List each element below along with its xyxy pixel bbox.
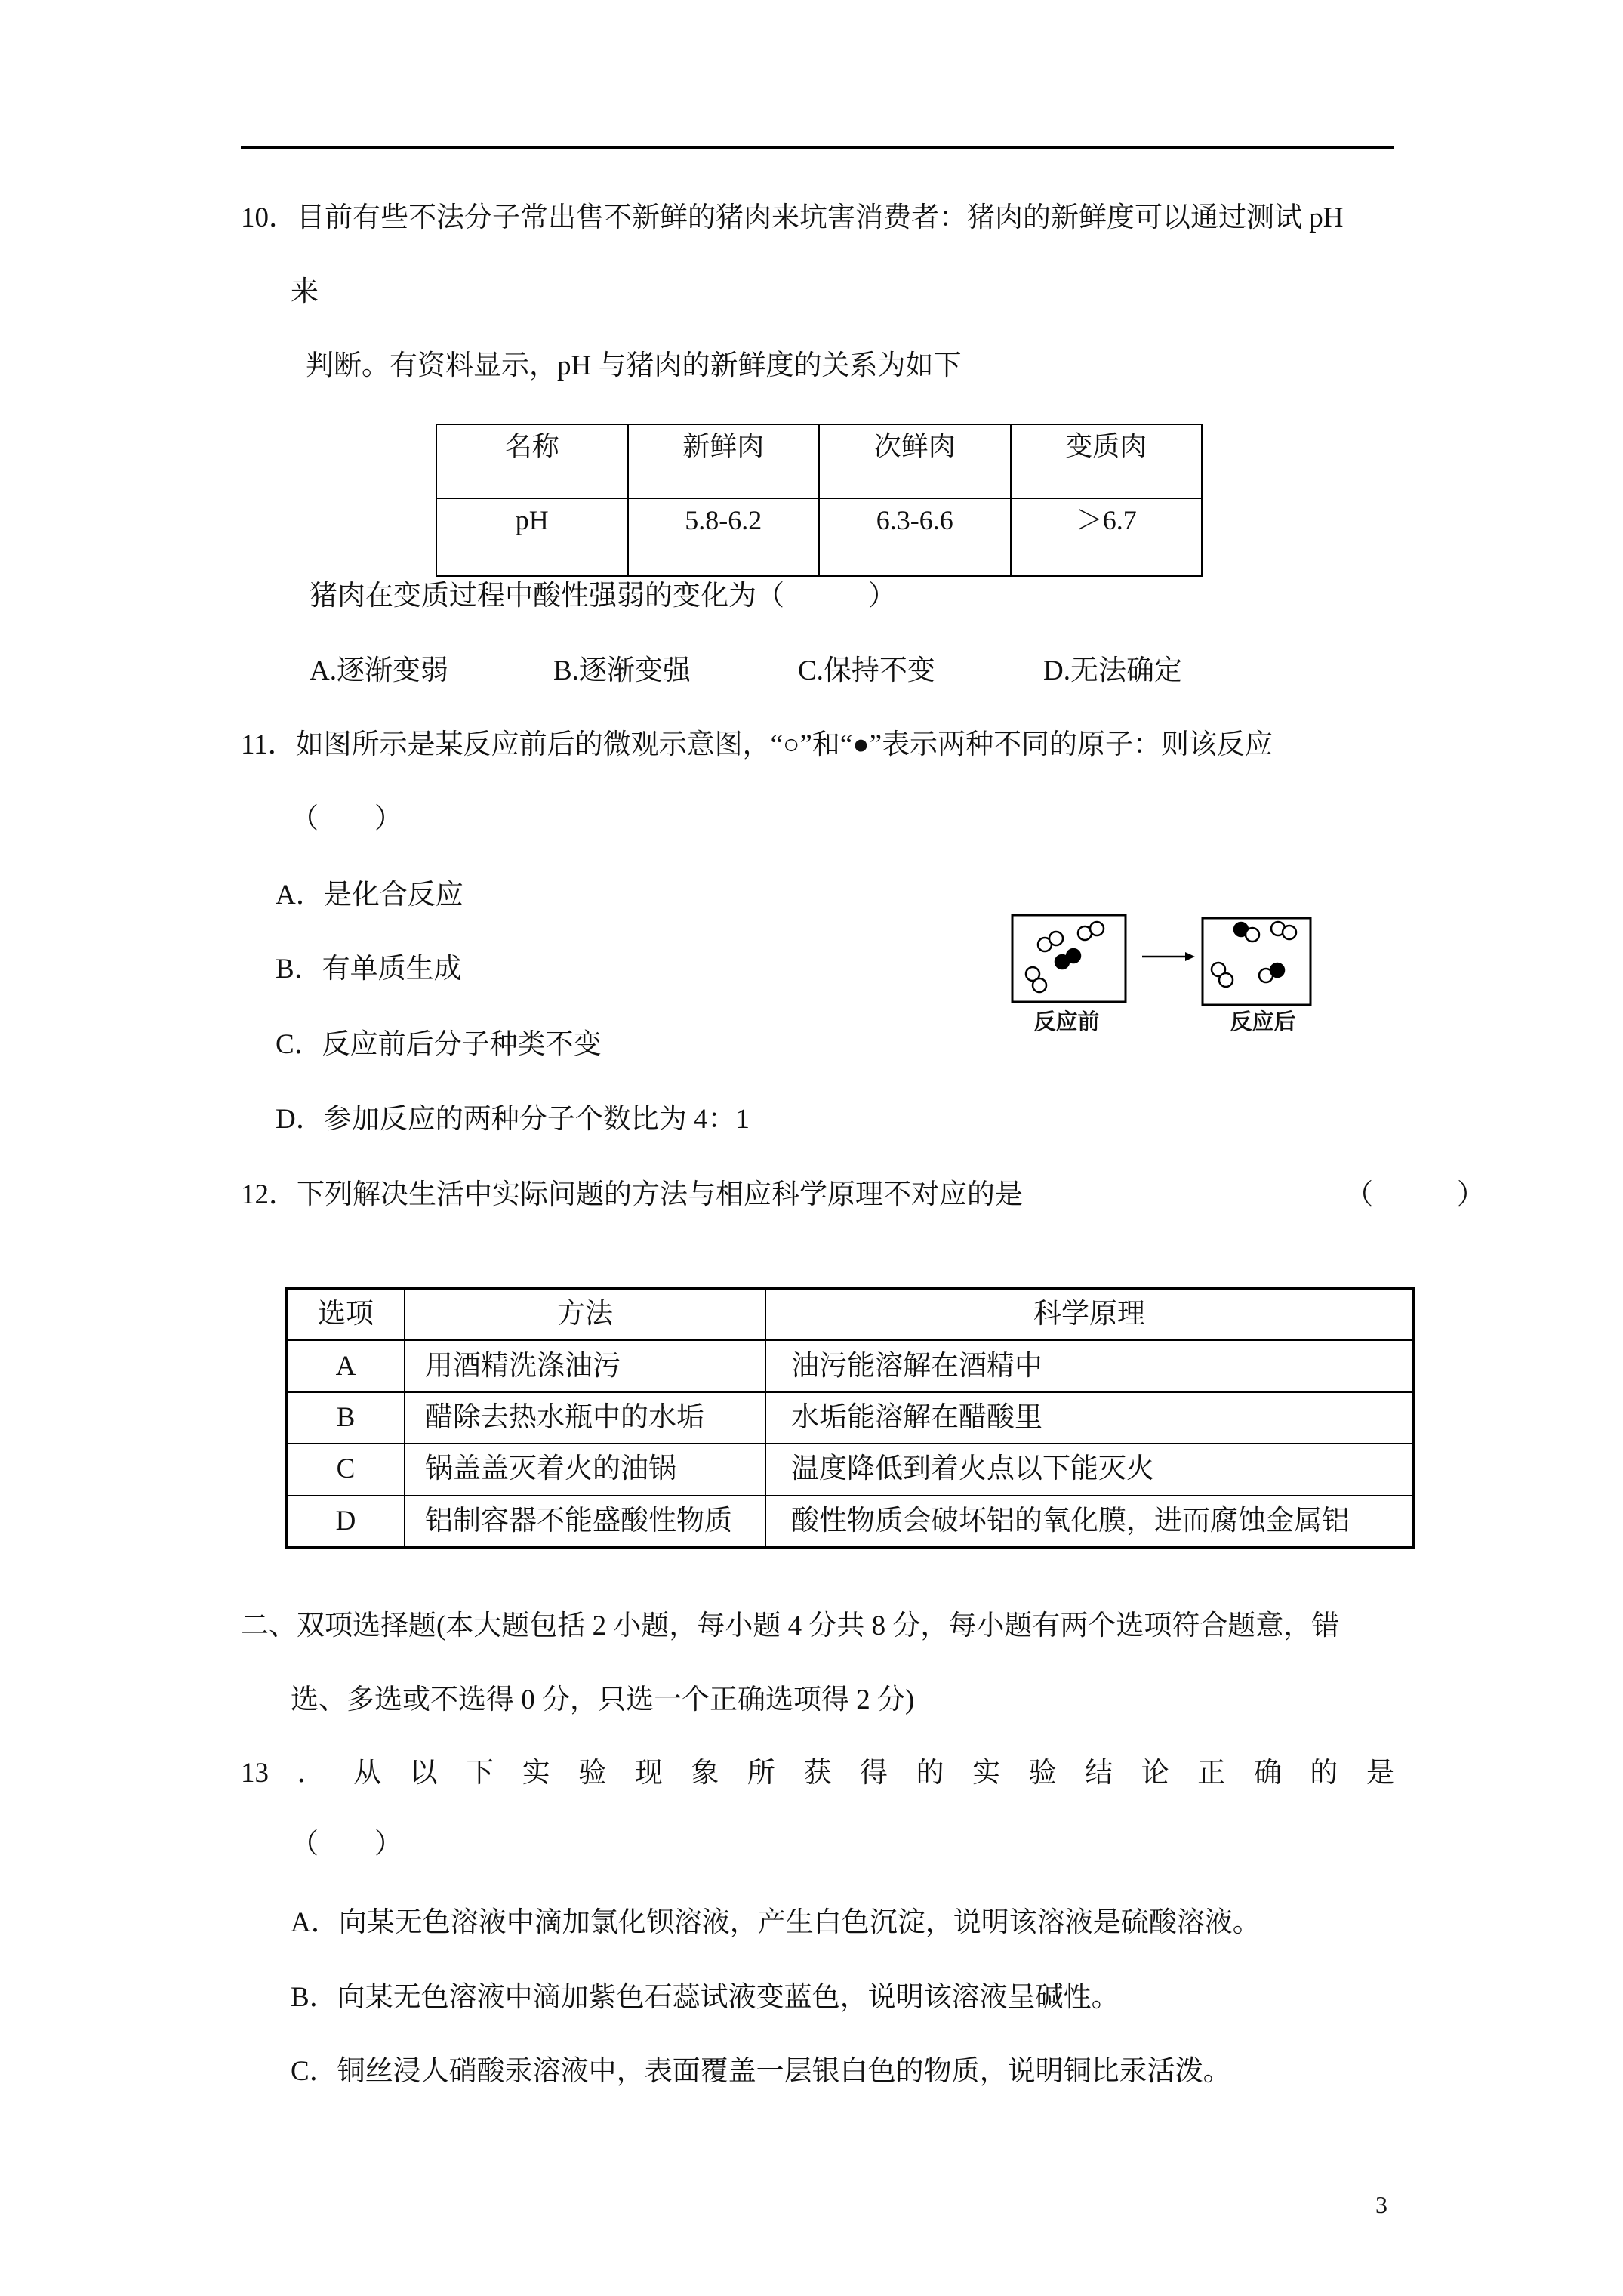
section2-heading-line1: 二、双项选择题(本大题包括 2 小题，每小题 4 分共 8 分，每小题有两个选项符合题意，错: [241, 1610, 1340, 1641]
table-header-cell: 变质肉: [1011, 424, 1203, 498]
table-cell: ＞6.7: [1011, 498, 1203, 576]
q10-stem-line3: 判断。有资料显示，pH 与猪肉的新鲜度的关系为如下: [306, 350, 962, 381]
stem-character: 以: [409, 1758, 438, 1789]
q12-answer-blank: （ ）: [1345, 1179, 1485, 1210]
molecule-white-white: [1078, 922, 1104, 940]
q13-stem: [241, 1758, 1394, 1789]
q10-option-a: A.逐渐变弱: [310, 655, 448, 686]
table-row: [286, 1340, 1414, 1391]
principle-cell: 温度降低到着火点以下能灭火: [765, 1444, 1414, 1495]
method-principle-table: [285, 1287, 1415, 1549]
table-row: [286, 1444, 1414, 1495]
table-header-cell: 次鲜肉: [819, 424, 1011, 498]
stem-character: 所: [747, 1758, 775, 1789]
table-header-row: [286, 1288, 1414, 1340]
page-number: 3: [1375, 2191, 1387, 2218]
q11-answer-blank: （ ）: [291, 803, 402, 834]
option-cell: A: [286, 1340, 405, 1391]
q11-option-d: D．参加反应的两种分子个数比为 4：1: [276, 1104, 750, 1135]
stem-character: 正: [1197, 1758, 1226, 1789]
principle-cell: 酸性物质会破坏铝的氧化膜，进而腐蚀金属铝: [765, 1496, 1414, 1548]
header-rule: [241, 146, 1394, 149]
q13-option-b: B．向某无色溶液中滴加紫色石蕊试液变蓝色，说明该溶液呈碱性。: [291, 1982, 1119, 2013]
stem-character: 现: [634, 1758, 663, 1789]
q10-question: 猪肉在变质过程中酸性强弱的变化为（ ）: [310, 581, 896, 612]
q12-stem: 12．下列解决生活中实际问题的方法与相应科学原理不对应的是: [241, 1179, 1023, 1210]
after-reaction-box: [1203, 918, 1310, 1005]
table-header-cell: 名称: [436, 424, 628, 498]
method-cell: 醋除去热水瓶中的水垢: [405, 1392, 765, 1444]
molecule-black-white: [1234, 923, 1259, 942]
stem-character: 象: [691, 1758, 719, 1789]
ph-freshness-table: [436, 424, 1203, 577]
method-cell: 用酒精洗涤油污: [405, 1340, 765, 1391]
stem-character: 实: [522, 1758, 550, 1789]
method-cell: 铝制容器不能盛酸性物质: [405, 1496, 765, 1548]
table-row: [286, 1392, 1414, 1444]
table-cell: 6.3-6.6: [819, 498, 1011, 576]
molecule-black-black: [1055, 949, 1080, 969]
stem-character: 是: [1366, 1758, 1394, 1789]
q10-option-d: D.无法确定: [1043, 655, 1182, 686]
stem-character: 获: [803, 1758, 832, 1789]
stem-character: 验: [1028, 1758, 1057, 1789]
q13-option-a: A．向某无色溶液中滴加氯化钡溶液，产生白色沉淀，说明该溶液是硫酸溶液。: [291, 1907, 1261, 1938]
q10-stem-line2: 来: [291, 276, 319, 307]
q11-option-b: B．有单质生成: [276, 954, 462, 985]
stem-character: 确: [1253, 1758, 1282, 1789]
option-cell: B: [286, 1392, 405, 1444]
stem-character: 从: [353, 1758, 382, 1789]
stem-character: 实: [972, 1758, 1001, 1789]
stem-character: ．: [297, 1758, 325, 1789]
q13-option-c: C．铜丝浸人硝酸汞溶液中，表面覆盖一层银白色的物质，说明铜比汞活泼。: [291, 2056, 1231, 2087]
table-header-cell: 方法: [405, 1288, 765, 1340]
q13-answer-blank: （ ）: [291, 1829, 402, 1860]
reaction-arrow-icon: [1142, 952, 1195, 961]
table-header-cell: 选项: [286, 1288, 405, 1340]
q10-stem-line1: 10．目前有些不法分子常出售不新鲜的猪肉来坑害消费者：猪肉的新鲜度可以通过测试 pH: [241, 202, 1344, 233]
stem-character: 的: [916, 1758, 944, 1789]
stem-character: 得: [860, 1758, 888, 1789]
table-row: [436, 498, 1202, 576]
q11-stem: 11．如图所示是某反应前后的微观示意图，“○”和“●”表示两种不同的原子：则该反应: [241, 729, 1273, 760]
stem-character: 13: [241, 1758, 269, 1789]
stem-character: 验: [578, 1758, 607, 1789]
option-cell: C: [286, 1444, 405, 1495]
stem-character: 的: [1310, 1758, 1338, 1789]
before-reaction-label: 反应前: [1033, 1010, 1100, 1034]
molecule-white-white: [1212, 963, 1233, 987]
table-cell: 5.8-6.2: [628, 498, 820, 576]
option-cell: D: [286, 1496, 405, 1548]
table-row: [286, 1496, 1414, 1548]
principle-cell: 水垢能溶解在醋酸里: [765, 1392, 1414, 1444]
method-cell: 锅盖盖灭着火的油锅: [405, 1444, 765, 1495]
molecule-white-white: [1038, 932, 1063, 951]
q11-option-a: A．是化合反应: [276, 880, 463, 911]
table-header-cell: 科学原理: [765, 1288, 1414, 1340]
q10-option-b: B.逐渐变强: [553, 655, 691, 686]
table-header-row: [436, 424, 1202, 498]
molecule-white-white: [1271, 922, 1296, 939]
q10-option-c: C.保持不变: [798, 655, 935, 686]
q11-option-c: C．反应前后分子种类不变: [276, 1029, 602, 1060]
before-reaction-box: [1012, 915, 1126, 1002]
principle-cell: 油污能溶解在酒精中: [765, 1340, 1414, 1391]
stem-character: 结: [1085, 1758, 1113, 1789]
section2-heading-line2: 选、多选或不选得 0 分，只选一个正确选项得 2 分): [291, 1684, 915, 1715]
stem-character: 论: [1141, 1758, 1169, 1789]
molecule-white-white: [1026, 967, 1046, 992]
table-cell: pH: [436, 498, 628, 576]
table-header-cell: 新鲜肉: [628, 424, 820, 498]
stem-character: 下: [466, 1758, 494, 1789]
reaction-diagram: [1004, 906, 1321, 1012]
after-reaction-label: 反应后: [1230, 1010, 1296, 1034]
molecule-white-black: [1259, 963, 1284, 982]
